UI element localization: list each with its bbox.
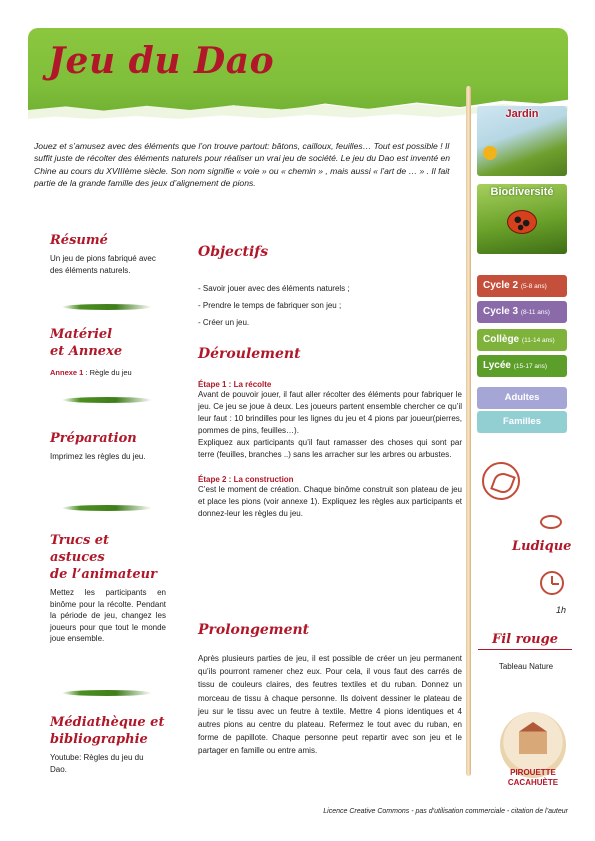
etape2-title: Étape 2 : La construction	[198, 475, 294, 484]
cycle-label: Lycée	[483, 360, 511, 371]
prolongement-section	[198, 622, 462, 758]
deroulement-title: Déroulement	[198, 346, 301, 362]
preparation-body: Imprimez les règles du jeu.	[50, 452, 146, 461]
intro-text: Jouez et s’amusez avec des éléments que l’on trouve partout: bâtons, cailloux, feuilles… Tout est possible ! Il suffit juste de récolter des éléments naturels pour réaliser un vrai jeu de société. Le jeu du Dao est inventé en Chine au cours du XVIIIème siècle. Son nom signifie « voie » ou « chemin » , mais aussi « l’art de … » . Il fait partie de la grande famille des jeux d’alignement de pions.	[34, 141, 451, 189]
preparation-title: Préparation	[50, 431, 137, 446]
media-title-1: Médiathèque et	[50, 715, 165, 730]
objectifs-section	[198, 244, 462, 331]
cycle-2-badge	[477, 275, 567, 297]
annex-line	[50, 368, 160, 377]
objectif-item: - Prendre le temps de fabriquer son jeu ;	[198, 301, 342, 310]
ladybug-icon	[507, 210, 537, 234]
cycle-age: (11-14 ans)	[521, 337, 555, 344]
cycle-age: (8-11 ans)	[520, 309, 550, 316]
etape1-title: Étape 1 : La récolte	[198, 380, 272, 389]
fil-rouge-underline	[478, 649, 572, 650]
brush-divider	[62, 690, 152, 696]
activity-duration: 1h	[556, 605, 567, 615]
lycee-badge	[477, 355, 567, 377]
media-title-2: bibliographie	[50, 732, 148, 747]
theme-jardin-label: Jardin	[505, 108, 539, 120]
cycle-age: (15-17 ans)	[513, 363, 548, 370]
objectif-item: - Savoir jouer avec des éléments naturels ;	[198, 284, 350, 293]
brush-divider	[62, 397, 152, 403]
license-footer: Licence Creative Commons - pas d’utilisation commerciale - citation de l’auteur	[323, 808, 568, 815]
cycle-label: Cycle 3	[483, 306, 519, 317]
materiel-title-2: et Annexe	[50, 344, 123, 359]
trucs-title-2: de l’animateur	[50, 567, 157, 582]
theme-jardin-tile	[477, 106, 567, 176]
logo-line-1: PIROUETTE	[510, 768, 556, 777]
prolongement-title: Prolongement	[198, 622, 310, 638]
fil-rouge-title: Fil rouge	[492, 632, 558, 647]
leaf-circle-icon	[482, 462, 520, 500]
cycle-3-badge	[477, 301, 567, 323]
sun-icon	[483, 146, 497, 160]
activity-type: Ludique	[512, 539, 572, 554]
media-body: Youtube: Règles du jeu du Dao.	[50, 753, 144, 774]
etape1-body-2: Expliquez aux participants qu’il faut ramasser des choses qui sont par terre (feuilles, branches ..) sans les arracher sur les arbres ou arbustes.	[198, 438, 462, 459]
objectifs-list	[198, 280, 462, 331]
logo-line-2: CACAHUÈTE	[507, 778, 559, 787]
annex-label: Annexe 1	[50, 368, 84, 377]
resume-title: Résumé	[50, 233, 108, 248]
resume-body: Un jeu de pions fabriqué avec des éléments naturels.	[50, 254, 156, 275]
trucs-body: Mettez les participants en binôme pour la récolte. Pendant la période de jeu, changez les joueurs pour que tout le monde joue ensemble.	[50, 588, 166, 643]
clock-icon	[540, 571, 564, 595]
objectifs-title: Objectifs	[198, 244, 269, 260]
etape2-body: C’est le moment de création. Chaque binôme construit son plateau de jeu et place les pions (voir annexe 1). Expliquez les règles aux participants et donnez-leur les règles du jeu.	[198, 485, 462, 518]
bamboo-divider	[466, 86, 471, 776]
materiel-title-1: Matériel	[50, 327, 113, 342]
media-section	[50, 714, 170, 775]
theme-biodiversite-label: Biodiversité	[490, 186, 554, 198]
fil-rouge-value: Tableau Nature	[498, 662, 554, 671]
logo-text	[497, 768, 569, 788]
brush-divider	[62, 505, 152, 511]
annex-text: : Règle du jeu	[83, 368, 132, 377]
college-badge	[477, 329, 567, 351]
materiel-section	[50, 326, 160, 377]
game-icon	[540, 515, 562, 529]
resume-section	[50, 232, 160, 276]
prolongement-body: Après plusieurs parties de jeu, il est possible de créer un jeu permanent qu’ils pourront ramener chez eux. Pour cela, il vous faut des carrés de tissu de couleurs claires, des feutres textiles et du ruban. Donnez un morceau de tissu à chaque personne. Ils doivent dessiner le plateau de jeu sur le tissu avec un feutre à textile. Mettre 4 pions identiques et 4 autres pions au centre du plateau. Refermez le tout avec du ruban, en forme de papillote. Chaque personne peut repartir avec son jeu et le partager en famille ou entre amis.	[198, 654, 462, 756]
deroulement-section	[198, 346, 462, 520]
trucs-section	[50, 532, 168, 645]
etape1-body-1: Avant de pouvoir jouer, il faut aller récolter des éléments pour fabriquer le jeu. Ce jeu se joue à deux. Les joueurs partent ensemble chercher ce qu’il leur faut : 10 brindilles pour les lignes du jeu et 4 pions par joueur(pierres, pommes de pins, feuilles…).	[198, 390, 462, 435]
objectif-item: - Créer un jeu.	[198, 318, 250, 327]
trucs-title-1: Trucs et astuces	[50, 533, 110, 565]
public-adultes-badge: Adultes	[477, 387, 567, 409]
public-familles-badge: Familles	[477, 411, 567, 433]
cycle-age: (5-8 ans)	[520, 283, 547, 290]
cycle-label: Cycle 2	[483, 280, 519, 291]
brush-divider	[62, 304, 152, 310]
page-title: Jeu du Dao	[48, 40, 275, 82]
preparation-section	[50, 430, 160, 463]
cycle-label: Collège	[483, 334, 520, 345]
theme-biodiversite-tile	[477, 184, 567, 254]
